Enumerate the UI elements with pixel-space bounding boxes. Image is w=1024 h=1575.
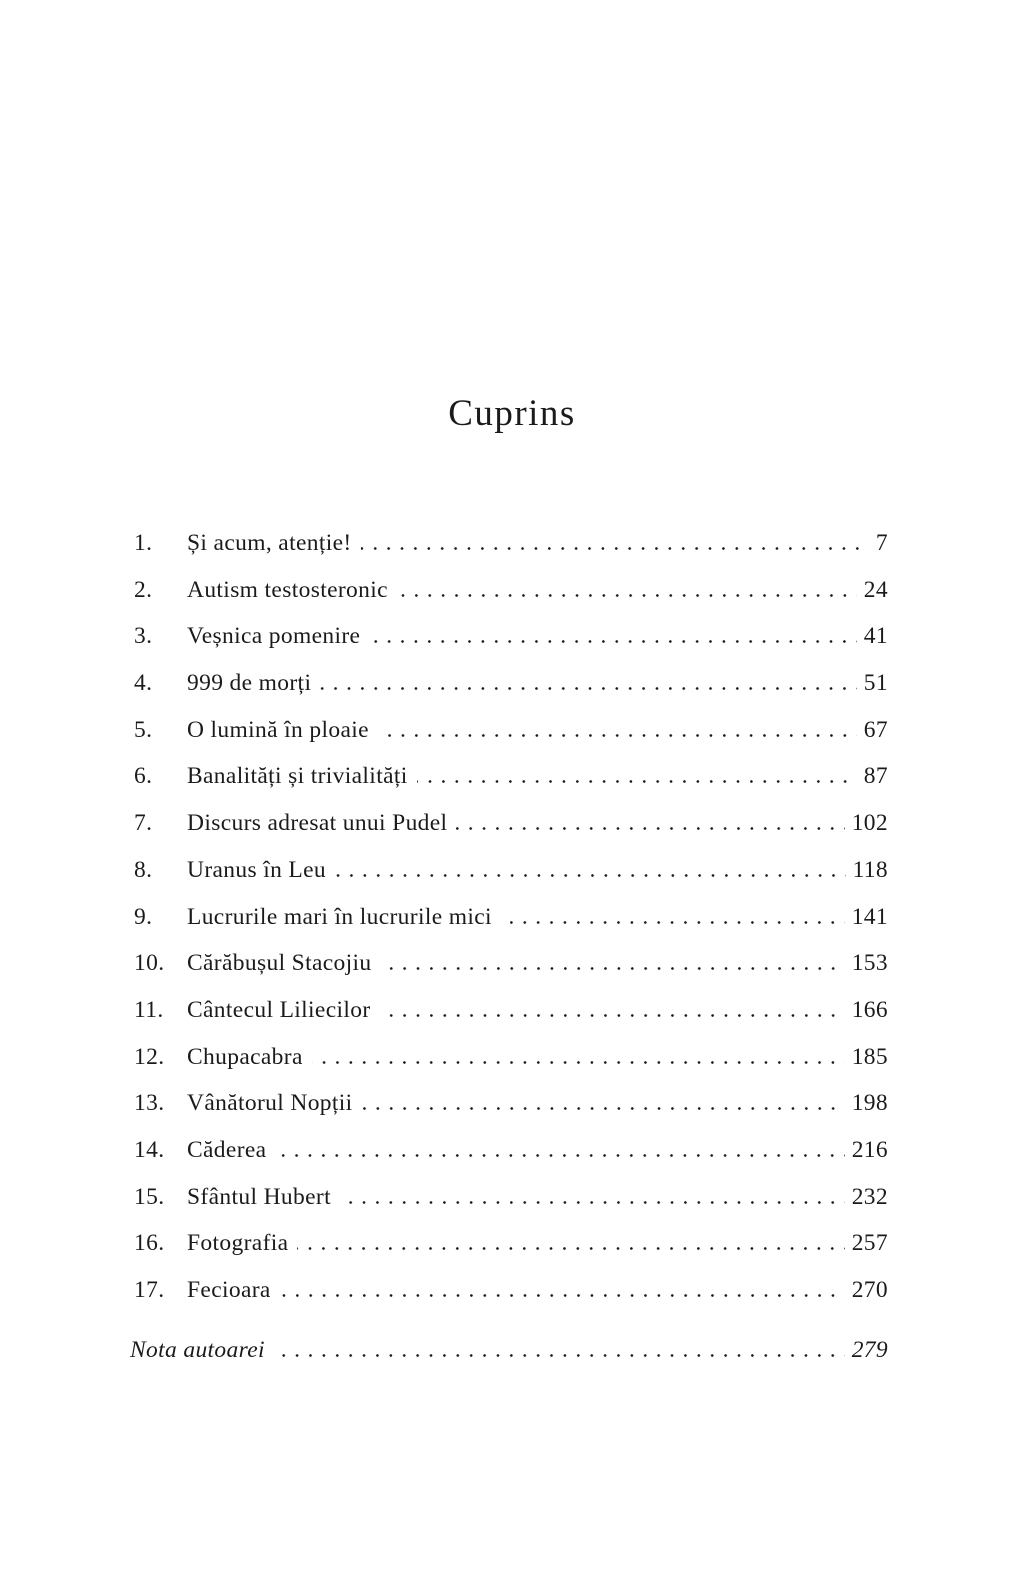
toc-entry-number: 7. <box>134 810 153 837</box>
dot-leader <box>362 1107 845 1110</box>
toc-entry-page: 257 <box>851 1230 888 1257</box>
toc-entry-number: 17. <box>134 1277 165 1303</box>
toc-entry-number: 9. <box>134 903 153 930</box>
toc-entry-number: 4. <box>134 670 153 697</box>
toc-entry-title: Cărăbușul Stacojiu <box>187 950 372 977</box>
dot-leader <box>320 687 856 690</box>
page-title: Cuprins <box>448 393 576 434</box>
toc-entry-title: Autism testosteronic <box>187 576 388 603</box>
dot-leader <box>274 1354 845 1357</box>
toc-entry-number: 12. <box>134 1043 165 1070</box>
toc-entry-page: 141 <box>851 903 888 930</box>
toc-entry-number: 14. <box>134 1136 165 1163</box>
toc-entry-page: 166 <box>851 996 888 1023</box>
toc-entry-title: Lucrurile mari în lucrurile mici <box>187 903 492 930</box>
toc-entry-page: 7 <box>875 530 888 556</box>
dot-leader <box>378 734 857 737</box>
toc-entry-title: Fotografia <box>187 1230 289 1257</box>
toc-entry-page: 185 <box>851 1043 888 1070</box>
toc-entry-number: 8. <box>134 856 153 883</box>
toc-entry <box>134 1127 888 1174</box>
toc-entry-number: 15. <box>134 1183 165 1210</box>
dot-leader <box>312 1061 845 1064</box>
toc-entry-number: 6. <box>134 763 153 790</box>
dot-leader <box>369 640 856 643</box>
dot-leader <box>456 827 844 830</box>
toc-entry-title: Banalități și trivialități <box>187 763 408 790</box>
toc-entry-title: Și acum, atenție! <box>187 530 352 556</box>
toc-entry <box>134 894 888 941</box>
dot-leader <box>417 780 857 783</box>
toc-entry-page: 87 <box>863 763 888 790</box>
dot-leader <box>381 967 845 970</box>
toc-entry-number: 16. <box>134 1230 165 1257</box>
toc-entry-title: Cântecul Liliecilor <box>187 996 371 1023</box>
toc-entry-page: 102 <box>851 810 888 837</box>
toc-entry-page: 24 <box>863 576 888 603</box>
toc-entry-page: 67 <box>863 716 888 743</box>
toc-entry-page: 270 <box>851 1277 888 1303</box>
toc-entry <box>134 987 888 1034</box>
toc-entry <box>134 1174 888 1221</box>
toc-entry <box>134 1220 888 1267</box>
toc-entry-title: Fecioara <box>187 1277 271 1303</box>
toc-entry <box>134 520 888 567</box>
toc-entry-number: 5. <box>134 716 153 743</box>
toc-entry-page: 41 <box>863 623 888 650</box>
toc-entry-page: 232 <box>851 1183 888 1210</box>
toc-entry <box>134 940 888 987</box>
toc-entry-page: 216 <box>851 1136 888 1163</box>
toc-entry-number: 10. <box>134 950 165 977</box>
toc-entry-number: 13. <box>134 1090 165 1117</box>
toc-entry <box>134 753 888 800</box>
toc-entry-number: 3. <box>134 623 153 650</box>
toc-entry-page: 279 <box>851 1336 888 1363</box>
toc-entry <box>134 567 888 614</box>
toc-entry-number: 1. <box>134 530 153 556</box>
dot-leader <box>397 594 857 597</box>
dot-leader <box>335 874 846 877</box>
toc-list <box>0 520 1024 1373</box>
toc-entry-number: 2. <box>134 576 153 603</box>
toc-entry-title: Chupacabra <box>187 1043 303 1070</box>
dot-leader <box>380 1014 845 1017</box>
toc-entry-page: 153 <box>851 950 888 977</box>
toc-entry-title: Veșnica pomenire <box>187 623 361 650</box>
toc-entry <box>134 707 888 754</box>
toc-entry-page: 51 <box>863 670 888 697</box>
dot-leader <box>340 1201 845 1204</box>
dot-leader <box>280 1294 845 1297</box>
toc-entry-title: O lumină în ploaie <box>187 716 369 743</box>
toc-entry-title: Căderea <box>187 1136 267 1163</box>
toc-entry-author-note <box>130 1327 888 1374</box>
toc-entry-title: Vânătorul Nopții <box>187 1090 353 1117</box>
dot-leader <box>361 547 869 550</box>
toc-entry <box>134 1267 888 1314</box>
toc-entry <box>134 613 888 660</box>
dot-leader <box>297 1247 844 1250</box>
toc-entry-title: Sfântul Hubert <box>187 1183 331 1210</box>
toc-entry-title: Nota autoarei <box>130 1336 265 1363</box>
toc-entry <box>134 847 888 894</box>
toc-entry-title: Uranus în Leu <box>187 856 327 883</box>
toc-entry-title: 999 de morți <box>187 670 312 697</box>
dot-leader <box>275 1154 844 1157</box>
toc-entry <box>134 1080 888 1127</box>
toc-entry <box>134 1034 888 1081</box>
toc-entry-page: 198 <box>851 1090 888 1117</box>
dot-leader <box>501 921 845 924</box>
toc-entry <box>134 660 888 707</box>
toc-entry <box>134 800 888 847</box>
toc-entry-page: 118 <box>852 856 888 883</box>
toc-entry-title: Discurs adresat unui Pudel <box>187 810 448 837</box>
toc-entry-number: 11. <box>134 996 164 1023</box>
